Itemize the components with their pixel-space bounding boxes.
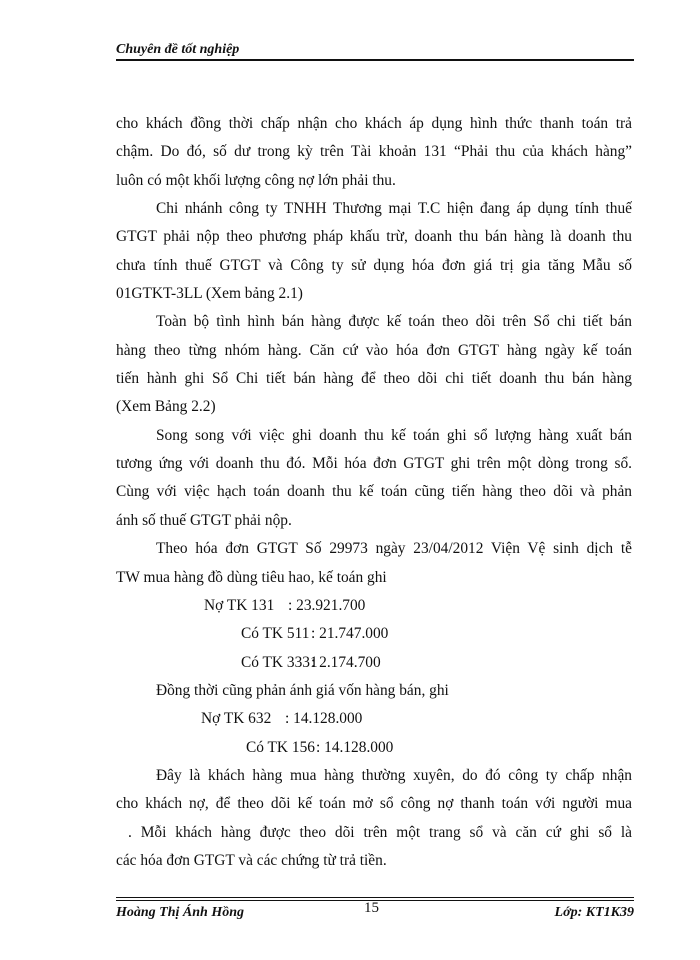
body-line: hàng theo từng nhóm hàng. Căn cứ vào hóa đơn GTGT hàng ngày kế toán	[116, 341, 632, 359]
body-line: chậm. Do đó, số dư trong kỳ trên Tài khoản 131 “Phải thu của khách hàng”	[116, 143, 632, 161]
page-number: 15	[364, 900, 379, 916]
body-line: các hóa đơn GTGT và các chứng từ trả tiền.	[116, 851, 387, 869]
header-rule	[116, 59, 634, 61]
body-line: Toàn bộ tình hình bán hàng được kế toán theo dõi trên Sổ chi tiết bán	[156, 313, 632, 331]
entry-amount: : 2.174.700	[311, 653, 381, 671]
journal-entry	[116, 649, 632, 677]
document-body	[116, 110, 632, 875]
footer-class: Lớp: KT1K39	[554, 905, 634, 920]
body-line: 01GTKT-3LL (Xem bảng 2.1)	[116, 285, 303, 303]
entry-amount: : 14.128.000	[316, 738, 394, 756]
body-line: (Xem Bảng 2.2)	[116, 398, 216, 416]
journal-entry	[116, 592, 632, 620]
footer-rule	[116, 897, 634, 898]
body-line: tương ứng với doanh thu đó. Mỗi hóa đơn GTGT ghi trên một dòng trong sổ.	[116, 455, 632, 473]
header-title: Chuyên đề tốt nghiệp	[116, 42, 240, 57]
footer-author: Hoàng Thị Ánh Hồng	[116, 905, 244, 920]
body-line: chưa tính thuế GTGT và Công ty sử dụng hóa đơn giá trị gia tăng Mẫu số	[116, 256, 632, 274]
body-line: Đồng thời cũng phản ánh giá vốn hàng bán, ghi	[156, 681, 449, 699]
page-header	[116, 40, 634, 62]
body-line: cho khách nợ, để theo dõi kế toán mở sổ công nợ thanh toán với người mua	[116, 795, 632, 813]
body-line: Đây là khách hàng mua hàng thường xuyên, do đó công ty chấp nhận	[156, 766, 632, 784]
body-line: Chi nhánh công ty TNHH Thương mại T.C hiện đang áp dụng tính thuế	[156, 200, 632, 218]
body-line: Theo hóa đơn GTGT Số 29973 ngày 23/04/2012 Viện Vệ sinh dịch tễ	[156, 540, 632, 558]
entry-account: Nợ TK 131	[204, 596, 275, 614]
body-line: ánh số thuế GTGT phải nộp.	[116, 511, 292, 529]
entry-account: Có TK 156	[246, 738, 315, 756]
entry-amount: : 14.128.000	[285, 710, 363, 728]
entry-amount: : 23.921.700	[288, 596, 366, 614]
journal-entry	[116, 620, 632, 648]
body-line: GTGT phải nộp theo phương pháp khấu trừ, doanh thu bán hàng là doanh thu	[116, 228, 632, 246]
body-line: TW mua hàng đồ dùng tiêu hao, kế toán ghi	[116, 568, 387, 586]
body-line: Cùng với việc hạch toán doanh thu kế toán cũng tiến hàng theo dõi và phản	[116, 483, 632, 501]
entry-account: Có TK 3331	[241, 653, 318, 671]
body-line: tiến hành ghi Sổ Chi tiết bán hàng để theo dõi chi tiết doanh thu bán hàng	[116, 370, 632, 388]
body-line: . Mỗi khách hàng được theo dõi trên một trang sổ và căn cứ ghi sổ là	[128, 823, 632, 841]
page-footer	[116, 897, 634, 927]
entry-account: Có TK 511	[241, 625, 310, 643]
journal-entry	[116, 734, 632, 762]
entry-account: Nợ TK 632	[201, 710, 272, 728]
journal-entry	[116, 705, 632, 733]
body-line: cho khách đồng thời chấp nhận cho khách áp dụng hình thức thanh toán trả	[116, 115, 632, 132]
body-line: Song song với việc ghi doanh thu kế toán ghi sổ lượng hàng xuất bán	[156, 426, 632, 444]
body-line: luôn có một khối lượng công nợ lớn phải thu.	[116, 171, 396, 189]
entry-amount: : 21.747.000	[311, 625, 389, 643]
